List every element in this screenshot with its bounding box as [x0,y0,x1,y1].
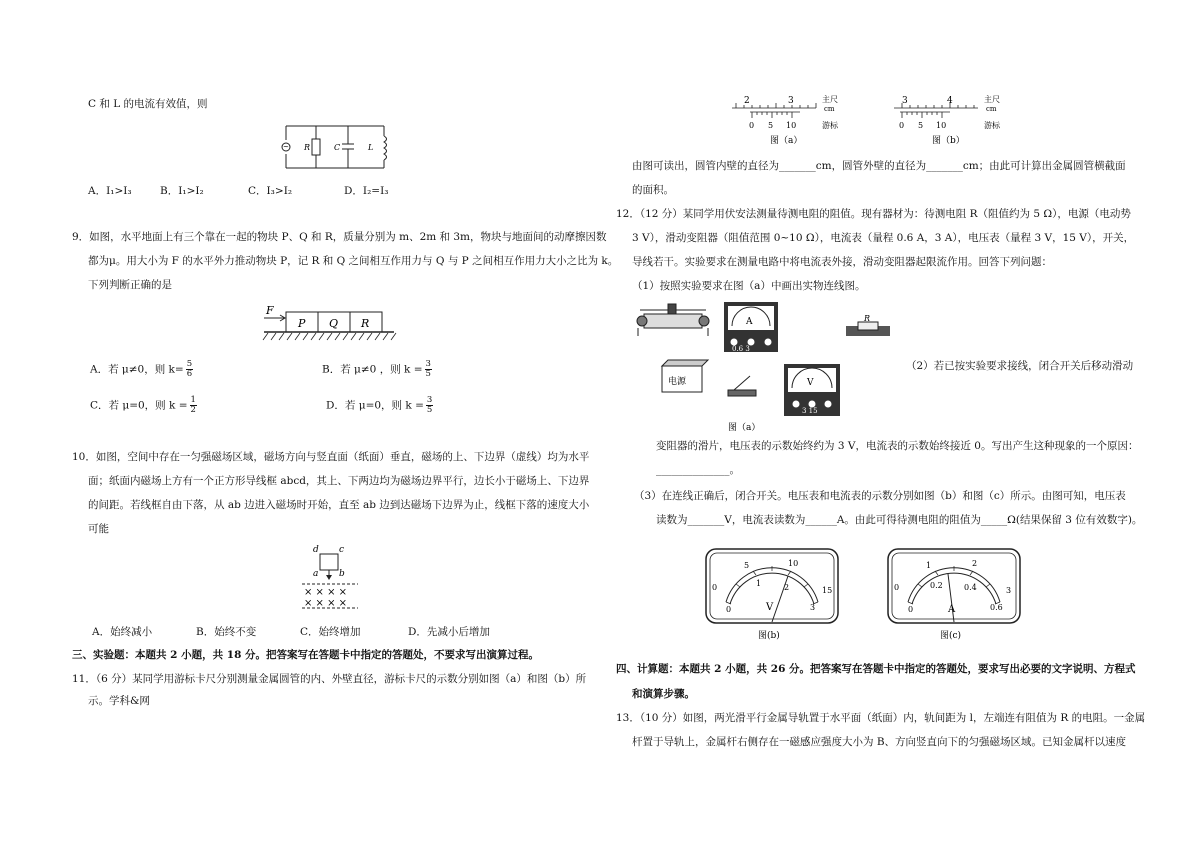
right-column [600,0,1200,849]
power-source [662,360,708,392]
q10-line1: 10．如图，空间中存在一匀强磁场区域，磁场方向与竖直面（纸面）垂直，磁场的上、下边界（虚线）均为水平 [72,451,590,463]
q12-line3: 导线若干。实验要求在测量电路中将电流表外接，滑动变阻器起限流作用。回答下列问题： [632,256,1052,268]
q10-option-d: D．先减小后增加 [408,626,490,638]
q9-option-a [90,360,193,379]
q9-option-d-frac [426,396,433,415]
caliper-a-v0: 0 [749,121,755,130]
corner-c: c [339,545,345,555]
q13-line1: 13．（10 分）如图，两光滑平行金属导轨置于水平面（纸面）内，轨间距为 l，左端连有阻值为 R 的电阻。一金属 [616,712,1146,724]
q12-part3-line2: 读数为_______V，电流表读数为______A。由此可得待测电阻的阻值为_____Ω(结果保留 3 位有效数字)。 [656,514,1143,526]
caliper-a-main-3: 3 [788,96,794,106]
field-row-1: × × × × [304,587,348,598]
section-4-heading-line1: 四、计算题：本题共 2 小题，共 26 分。把答案写在答题卡中指定的答题处，要求写出必要的文字说明、方程式 [616,663,1136,675]
q9-option-b [322,360,432,379]
q9-line1: 9．如图，水平地面上有三个靠在一起的物块 P、Q 和 R，质量分别为 m、2m 和 3m，物块与地面间的动摩擦因数 [72,231,607,243]
q8-label-c: C [334,143,341,152]
q9-option-c-frac [190,396,197,415]
meter-c-caption: 图(c) [940,631,962,641]
q13-line2: 杆置于导轨上，金属杆右侧存在一磁感应强度大小为 B、方向竖直向下的匀强磁场区域。已知金属杆以速度 [632,736,1127,748]
a-inner-0.2: 0.2 [930,581,943,590]
q8-label-r: R [304,143,311,152]
q12-line1: 12．（12 分）某同学用伏安法测量待测电阻的阻值。现有器材为：待测电阻 R（阻值约为 5 Ω），电源（电动势 [616,208,1131,220]
resistor-r [846,314,890,336]
caliper-b-main-3: 3 [902,96,908,106]
section-3-heading: 三、实验题：本题共 2 小题，共 18 分。把答案写在答题卡中指定的答题处，不要求写出演算过程。 [72,649,540,661]
section-4-heading-line2: 和演算步骤。 [632,688,695,700]
voltmeter-symbol: V [807,378,814,388]
q8-tail: C 和 L 的电流有效值，则 [88,98,208,110]
voltmeter-dial-symbol: V [766,602,774,613]
q9-option-b-num: 3 [425,359,431,369]
voltmeter-dial-b [704,546,840,642]
q9-line2: 都为μ。用大小为 F 的水平外力推动物块 P，记 R 和 Q 之间相互作用力与 Q 与 P 之间相互作用力大小之比为 k。 [88,255,619,267]
q9-option-c-den: 2 [190,405,196,415]
ammeter-ranges: 0.6 3 [732,345,750,353]
q12-part2-line1: （2）若已按实验要求接线，闭合开关后移动滑动 [906,360,1134,372]
q8-label-l: L [368,143,374,152]
rheostat [637,304,709,336]
corner-a: a [313,569,319,579]
caliper-b-v0: 0 [899,121,905,130]
q8-option-d: D．I₂=I₃ [344,185,389,197]
caliper-b-vernier-label: 游标 [984,121,1000,130]
v-inner-2: 2 [784,583,790,592]
a-outer-1: 1 [926,561,932,570]
q10-option-a: A．始终减小 [92,626,153,638]
caliper-b-main-4: 4 [947,96,953,106]
q9-option-a-num: 5 [186,359,193,369]
caliper-a-figure [730,94,850,150]
ammeter-dial-c [886,546,1022,642]
caliper-b-v5: 5 [918,121,924,130]
caliper-b-main-label: 主尺 [984,95,1000,104]
q9-option-c [90,396,197,415]
ammeter [724,302,778,353]
meter-b-caption: 图(b) [758,631,780,641]
q10-line2: 面；纸面内磁场上方有一个正方形导线框 abcd，其上、下两边均为磁场边界平行，边长小于磁场上、下边界 [88,475,590,487]
caliper-a-main-label: 主尺 [822,95,838,104]
corner-d: d [313,545,319,555]
q9-option-b-frac [425,360,432,379]
v-outer-0: 0 [712,583,718,592]
q12-part3-line1: （3）在连线正确后，闭合开关。电压表和电流表的示数分别如图（b）和图（c）所示。由图可知，电压表 [634,490,1126,502]
a-outer-2: 2 [972,559,978,568]
q10-option-b: B．始终不变 [196,626,257,638]
a-inner-0.6: 0.6 [990,603,1003,612]
voltmeter [784,364,840,416]
q8-option-c: C．I₃>I₂ [248,185,293,197]
q11-line2: 示。学科&网 [88,695,150,707]
force-label: F [266,304,274,317]
apparatus-figure [634,296,916,438]
q8-option-a: A．I₁>I₃ [88,185,132,197]
ammeter-dial-symbol: A [948,604,956,615]
v-inner-3: 3 [810,603,816,612]
v-inner-0: 0 [726,605,732,614]
q10-magnetic-field-figure [300,542,360,614]
apparatus-caption: 图（a） [728,423,761,433]
a-outer-0: 0 [894,583,900,592]
field-row-2: × × × × [304,598,348,609]
caliper-b-unit: cm [986,105,997,113]
v-outer-10: 10 [788,559,799,568]
resistor-label: R [864,314,871,323]
q9-option-d-den: 5 [426,405,433,415]
power-source-label: 电源 [668,377,687,387]
q12-part2-line2: 变阻器的滑片，电压表的示数始终约为 3 V，电流表的示数始终接近 0。写出产生这种现象的一个原因： [656,440,1139,452]
v-inner-1: 1 [756,579,762,588]
a-outer-3: 3 [1006,586,1012,595]
caliper-a-v5: 5 [768,121,774,130]
q9-option-a-label: A．若 μ≠0，则 k= [90,363,184,376]
q9-line3: 下列判断正确的是 [88,279,172,291]
caliper-a-main-2: 2 [744,96,750,106]
switch [728,376,756,396]
q9-option-b-den: 5 [425,369,431,379]
q12-part2-line3: ______________。 [656,464,740,476]
caliper-a-v10: 10 [786,121,797,130]
voltmeter-ranges: 3 15 [802,407,818,415]
caliper-a-unit: cm [824,105,835,113]
v-outer-15: 15 [822,586,833,595]
caliper-b-v10: 10 [936,121,947,130]
q8-circuit-diagram [280,122,392,174]
q10-line4: 可能 [88,523,109,535]
q9-option-a-den: 6 [186,369,193,379]
a-inner-0: 0 [908,605,914,614]
block-p: P [298,317,306,330]
q12-part1: （1）按照实验要求在图（a）中画出实物连线图。 [632,280,866,292]
v-outer-5: 5 [744,561,750,570]
q9-option-d [326,396,433,415]
q9-option-d-label: D．若 μ=0，则 k = [326,399,424,412]
block-q: Q [329,317,339,330]
ac-source-symbol: ~ [283,143,289,151]
caliper-a-caption: 图（a） [770,136,803,146]
ammeter-symbol: A [746,317,753,327]
q11-answer-line1: 由图可读出，圆管内壁的直径为_______cm，圆管外壁的直径为_______cm；由此可计算出金属圆管横截面 [632,160,1126,172]
q11-answer-line2: 的面积。 [632,184,674,196]
caliper-b-caption: 图（b） [932,136,965,146]
caliper-a-vernier-label: 游标 [822,121,838,130]
block-r: R [361,317,370,330]
corner-b: b [339,569,345,579]
q8-option-b: B．I₁>I₂ [160,185,204,197]
q9-option-b-label: B．若 μ≠0 ，则 k = [322,363,423,376]
q9-option-d-num: 3 [426,395,433,405]
a-inner-0.4: 0.4 [964,583,977,592]
q11-line1: 11．（6 分）某同学用游标卡尺分别测量金属圆管的内、外壁直径，游标卡尺的示数分别如图（a）和图（b）所 [72,673,587,685]
q9-blocks-figure [262,302,398,346]
q9-option-c-num: 1 [190,395,196,405]
q9-option-c-label: C．若 μ=0，则 k = [90,399,188,412]
q10-line3: 的间距。若线框自由下落，从 ab 边进入磁场时开始，直至 ab 边到达磁场下边界为止，线框下落的速度大小 [88,499,590,511]
q10-option-c: C．始终增加 [300,626,361,638]
q12-line2: 3 V），滑动变阻器（阻值范围 0~10 Ω），电流表（量程 0.6 A，3 A），电压表（量程 3 V，15 V），开关， [632,232,1135,244]
q9-option-a-frac [186,360,193,379]
caliper-b-figure [892,94,1012,150]
